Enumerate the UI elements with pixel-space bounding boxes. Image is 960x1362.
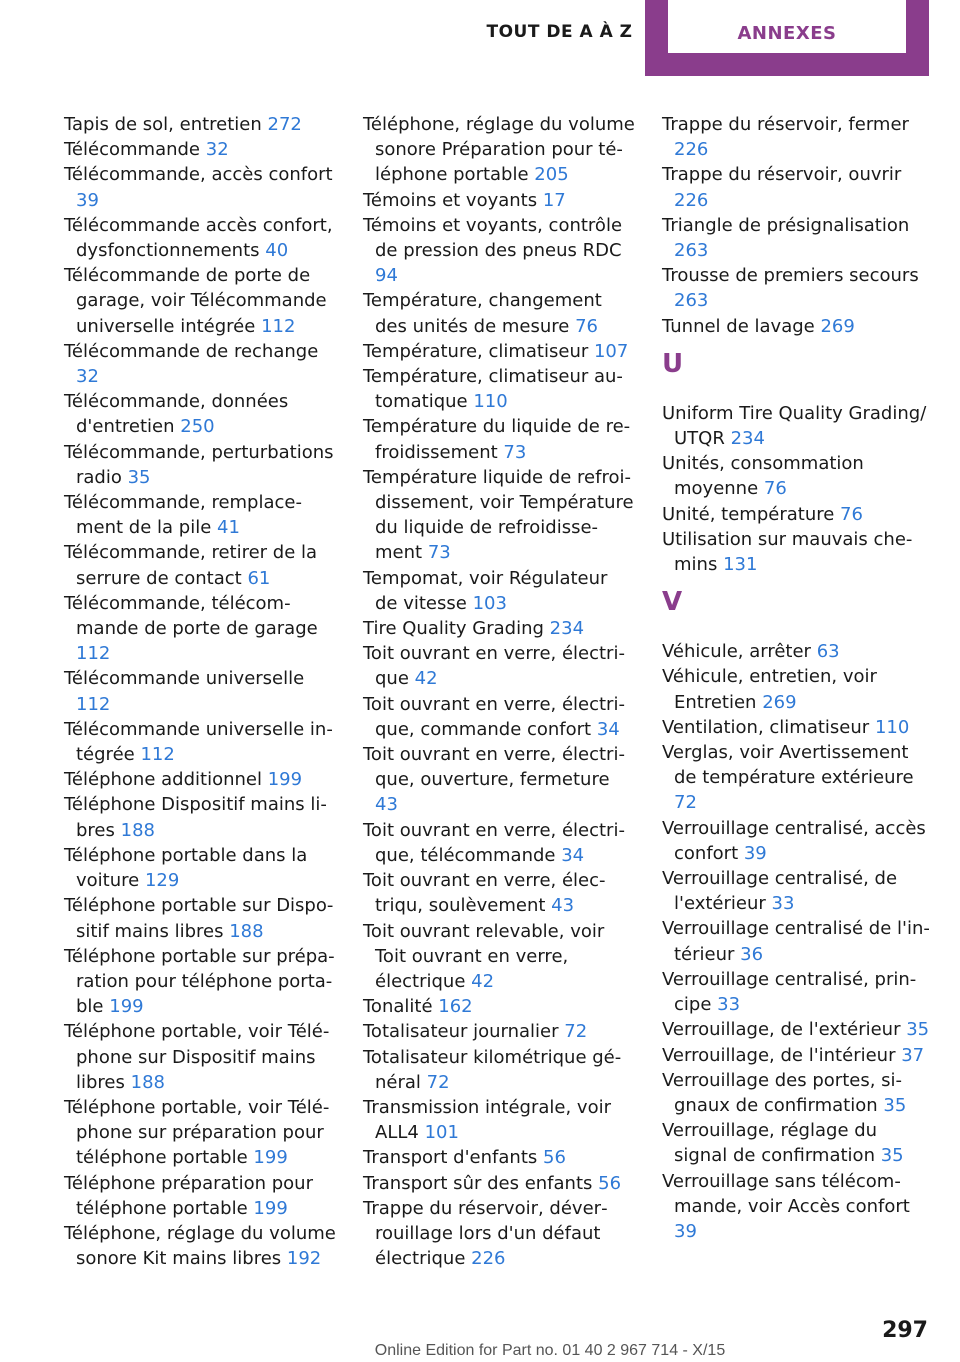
index-page-link[interactable]: 35	[906, 1019, 930, 1041]
index-entry-text: Toit ouvrant en verre, électrique, ouverture, fermeture	[363, 744, 625, 791]
index-entry-text: Téléphone, réglage du volume sonore Préparation pour téléphone portable	[363, 114, 635, 186]
index-entry	[363, 339, 635, 364]
index-entry	[64, 591, 336, 667]
index-entry	[64, 1019, 336, 1095]
index-page-link[interactable]: 199	[267, 769, 303, 791]
index-entry-text: Témoins et voyants	[363, 189, 538, 211]
index-page-link[interactable]: 33	[771, 893, 795, 915]
index-entry	[662, 740, 934, 816]
index-page-link[interactable]: 110	[473, 391, 508, 413]
index-entry-text: Télécommande, retirer de la serrure de contact	[64, 542, 318, 589]
index-entry	[363, 1171, 635, 1196]
index-entry-text: Télécommande de rechange	[64, 340, 319, 362]
index-entry	[662, 916, 934, 966]
index-entry-text: Trappe du réservoir, ouvrir	[662, 164, 902, 186]
index-page-link[interactable]: 63	[816, 641, 840, 663]
index-entry	[64, 767, 336, 792]
index-entry-text: Transport d'enfants	[363, 1147, 538, 1169]
index-entry	[363, 868, 635, 918]
index-page-link[interactable]: 131	[723, 554, 758, 576]
index-entry-text: Téléphone portable sur préparation pour téléphone portable	[64, 945, 335, 1018]
index-entry	[363, 364, 635, 414]
index-page-link[interactable]: 32	[76, 366, 99, 388]
index-page-link[interactable]: 199	[109, 996, 144, 1018]
index-page-link[interactable]: 112	[140, 744, 175, 766]
index-entry	[662, 1068, 934, 1118]
index-entry-text: Verrouillage centralisé, accès confort	[662, 817, 926, 864]
index-entry-text: Transport sûr des enfants	[363, 1172, 593, 1194]
index-page-link[interactable]: 112	[261, 315, 296, 337]
index-page-link[interactable]: 110	[874, 716, 910, 738]
index-entry	[64, 490, 336, 540]
index-page-link[interactable]: 35	[883, 1094, 907, 1116]
index-entry-text: Téléphone portable, voir Téléphone sur préparation pour téléphone portable	[64, 1096, 330, 1169]
index-page-link[interactable]: 250	[180, 416, 215, 438]
index-entry	[363, 112, 635, 188]
index-page-link[interactable]: 94	[375, 265, 398, 287]
index-entry-text: Téléphone portable dans la voiture	[64, 844, 308, 892]
chapter-tab-label: ANNEXES	[668, 0, 906, 53]
index-entry	[363, 213, 635, 289]
index-entry	[64, 1171, 336, 1221]
index-page-link[interactable]: 112	[76, 693, 111, 715]
index-page-link[interactable]: 35	[880, 1145, 904, 1167]
index-entry	[662, 1118, 934, 1168]
index-page-link[interactable]: 32	[205, 139, 229, 161]
index-entry-text: Télécommande universelle intégrée	[64, 718, 333, 766]
index-page-link[interactable]: 72	[426, 1071, 450, 1093]
index-column-3	[662, 112, 934, 1244]
index-entry	[64, 162, 336, 212]
index-entry-text: Télécommande de porte de garage, voir Télécommande universelle intégrée	[64, 265, 327, 337]
index-entry	[363, 288, 635, 338]
index-entry-text: Télécommande universelle	[64, 668, 305, 690]
index-entry	[64, 1095, 336, 1171]
index-column-2	[363, 112, 635, 1271]
index-entry-text: Trappe du réservoir, fermer	[662, 114, 909, 135]
index-entry	[363, 919, 635, 995]
index-page-link[interactable]: 76	[575, 315, 598, 337]
index-page-link[interactable]: 269	[762, 691, 797, 713]
index-entry	[363, 994, 635, 1019]
index-entry-text: Tempomat, voir Régulateur de vitesse	[363, 567, 608, 614]
index-entry-text: Unités, consommation moyenne	[662, 453, 864, 500]
index-entry-text: Unité, température	[662, 503, 835, 525]
index-entry	[363, 1196, 635, 1272]
index-entry-text: Véhicule, arrêter	[662, 641, 811, 663]
index-page-link[interactable]: 43	[375, 794, 398, 816]
index-entry-text: Toit ouvrant en verre, électriqu, soulèvement	[363, 870, 606, 917]
index-entry	[662, 502, 934, 527]
index-entry	[64, 112, 336, 137]
index-entry-text: Télécommande, perturbations radio	[64, 441, 334, 488]
index-entry	[363, 1045, 635, 1095]
index-page-link[interactable]: 112	[76, 643, 111, 665]
index-letter-heading: V	[662, 587, 683, 618]
index-column-1	[64, 112, 336, 1271]
index-entry-text: Témoins et voyants, contrôle de pression des pneus RDC	[363, 214, 623, 262]
index-page-link[interactable]: 17	[542, 189, 566, 211]
index-page-link[interactable]: 72	[564, 1021, 588, 1043]
index-entry	[662, 664, 934, 714]
index-entry	[363, 742, 635, 818]
index-page-link[interactable]: 76	[763, 478, 787, 500]
index-entry-text: Ventilation, climatiseur	[662, 716, 870, 738]
index-page-link[interactable]: 42	[471, 970, 495, 992]
index-entry	[64, 792, 336, 842]
index-entry	[64, 389, 336, 439]
index-page-link[interactable]: 42	[414, 668, 438, 690]
index-entry	[363, 692, 635, 742]
index-entry	[662, 162, 934, 212]
index-entry-text: Verrouillage, de l'extérieur	[662, 1019, 901, 1041]
index-page-link[interactable]: 41	[217, 517, 240, 539]
index-entry-text: Téléphone Dispositif mains libres	[64, 794, 327, 841]
index-page-link[interactable]: 39	[76, 189, 99, 211]
index-entry	[363, 414, 635, 464]
index-entry	[363, 188, 635, 213]
index-entry-text: Véhicule, entretien, voir Entretien	[662, 666, 877, 713]
index-entry-text: Verrouillage, réglage du signal de confirmation	[662, 1120, 878, 1167]
index-page-link[interactable]: 39	[743, 842, 767, 864]
index-page-link[interactable]: 34	[596, 718, 620, 740]
index-page-link[interactable]: 40	[265, 240, 289, 262]
chapter-tab[interactable]	[645, 0, 929, 76]
index-entry-text: Totalisateur journalier	[363, 1021, 559, 1043]
index-page-link[interactable]: 73	[503, 441, 527, 463]
index-entry	[363, 465, 635, 566]
index-entry	[662, 401, 934, 451]
index-entry	[662, 639, 934, 664]
index-entry	[64, 893, 336, 943]
index-page-link[interactable]: 107	[593, 340, 629, 362]
index-entry-text: Verrouillage centralisé de l'intérieur	[662, 918, 930, 965]
index-entry	[662, 1169, 934, 1245]
index-entry	[363, 818, 635, 868]
index-entry	[64, 843, 336, 893]
index-entry	[662, 112, 934, 162]
index-entry-text: Température du liquide de refroidissement	[363, 416, 631, 463]
index-entry-text: Télécommande, données d'entretien	[64, 391, 289, 438]
index-entry-text: Verrouillage centralisé, principe	[662, 968, 917, 1016]
index-page-link[interactable]: 192	[286, 1248, 322, 1270]
index-entry	[662, 1043, 934, 1068]
index-page-link[interactable]: 199	[253, 1197, 288, 1219]
index-entry	[662, 213, 934, 263]
index-page-link[interactable]: 56	[543, 1147, 566, 1169]
index-entry-text: Téléphone additionnel	[64, 769, 262, 791]
index-entry	[662, 1017, 934, 1042]
index-entry-text: Verrouillage des portes, signaux de confirmation	[662, 1069, 903, 1116]
index-entry	[64, 717, 336, 767]
index-entry	[662, 314, 934, 339]
index-entry	[64, 137, 336, 162]
index-page-link[interactable]: 73	[427, 542, 451, 564]
index-entry-text: Triangle de présignalisation	[662, 214, 910, 236]
index-entry-text: Verrouillage centralisé, de l'extérieur	[662, 868, 898, 915]
index-page-link[interactable]: 263	[674, 240, 709, 262]
index-page-link[interactable]: 39	[674, 1220, 697, 1242]
index-entry-text: Téléphone, réglage du volume sonore Kit mains libres	[64, 1222, 336, 1270]
index-page-link[interactable]: 226	[674, 139, 709, 161]
index-page-link[interactable]: 234	[549, 618, 585, 640]
index-page-link[interactable]: 199	[253, 1147, 288, 1169]
index-entry	[64, 263, 336, 339]
index-entry-text: Télécommande, télécommande de porte de garage	[64, 592, 318, 640]
index-entry-text: Toit ouvrant en verre, électrique, télécommande	[363, 819, 625, 866]
section-title: TOUT DE A À Z	[486, 22, 633, 42]
index-entry-text: Tonalité	[363, 996, 433, 1018]
index-page-link[interactable]: 188	[130, 1071, 165, 1093]
index-entry-text: Température, climatiseur	[363, 340, 589, 362]
index-page-link[interactable]: 263	[674, 290, 709, 312]
index-entry-text: Totalisateur kilométrique général	[363, 1046, 622, 1093]
index-page-link[interactable]: 226	[674, 189, 709, 211]
index-entry-text: Trousse de premiers secours	[662, 265, 919, 287]
index-entry-text: Température, climatiseur automatique	[363, 366, 623, 413]
index-entry	[662, 527, 934, 577]
index-entry	[363, 616, 635, 641]
index-entry	[64, 339, 336, 389]
index-entry-text: Télécommande	[64, 139, 201, 161]
index-entry-text: Télécommande, remplacement de la pile	[64, 492, 302, 539]
index-entry-text: Verrouillage, de l'intérieur	[662, 1044, 896, 1066]
index-page-link[interactable]: 269	[820, 315, 855, 337]
index-page-link[interactable]: 34	[561, 844, 585, 866]
index-entry	[64, 213, 336, 263]
index-entry	[662, 967, 934, 1017]
index-entry-text: Téléphone préparation pour téléphone portable	[64, 1172, 313, 1219]
index-page-link[interactable]: 76	[840, 503, 863, 525]
index-entry-text: Uniform Tire Quality Grading/ UTQR	[662, 402, 927, 450]
index-page-link[interactable]: 226	[471, 1248, 506, 1270]
index-entry-text: Téléphone portable sur Dispositif mains libres	[64, 895, 334, 942]
index-entry	[64, 944, 336, 1020]
index-entry-text: Toit ouvrant relevable, voir Toit ouvrant en verre, électrique	[363, 920, 605, 992]
index-entry	[363, 566, 635, 616]
index-entry-text: Tapis de sol, entretien	[64, 114, 262, 135]
index-entry-text: Verrouillage sans télécommande, voir Accès confort	[662, 1170, 910, 1217]
index-entry-text: Télécommande accès confort, dysfonctionnements	[64, 214, 333, 262]
index-page-link[interactable]: 188	[120, 819, 155, 841]
index-page-link[interactable]: 272	[267, 114, 302, 135]
index-entry-text: Tunnel de lavage	[662, 315, 815, 337]
index-entry	[64, 666, 336, 716]
index-entry	[662, 866, 934, 916]
index-entry-text: Température liquide de refroidissement, voir Température du liquide de refroidissement	[363, 466, 634, 564]
index-page-link[interactable]: 234	[730, 428, 765, 450]
index-page-link[interactable]: 56	[598, 1172, 622, 1194]
index-entry	[363, 1095, 635, 1145]
index-page-link[interactable]: 72	[674, 792, 697, 814]
index-entry	[363, 641, 635, 691]
index-page-link[interactable]: 43	[551, 895, 575, 917]
index-entry-text: Verglas, voir Avertissement de température extérieure	[662, 742, 914, 789]
index-entry	[662, 715, 934, 740]
index-page-link[interactable]: 205	[534, 164, 569, 186]
index-letter-heading: U	[662, 348, 684, 379]
index-page-link[interactable]: 162	[438, 996, 473, 1018]
index-entry-text: Transmission intégrale, voir ALL4	[363, 1096, 611, 1144]
index-entry	[363, 1145, 635, 1170]
index-entry-text: Télécommande, accès confort	[64, 164, 333, 186]
index-page-link[interactable]: 61	[247, 567, 271, 589]
index-entry	[363, 1019, 635, 1044]
index-page-link[interactable]: 129	[144, 870, 180, 892]
index-page-link[interactable]: 188	[229, 920, 264, 942]
index-entry-text: Toit ouvrant en verre, électrique	[363, 643, 625, 690]
index-page-link[interactable]: 37	[901, 1044, 925, 1066]
index-page-link[interactable]: 36	[740, 943, 764, 965]
index-entry	[662, 263, 934, 313]
index-entry	[64, 440, 336, 490]
index-entry-text: Utilisation sur mauvais chemins	[662, 528, 913, 576]
footer-edition-note: Online Edition for Part no. 01 40 2 967 714 - X/15	[374, 1342, 726, 1359]
index-page-link[interactable]: 103	[472, 592, 507, 614]
index-page-link[interactable]: 33	[717, 994, 741, 1016]
index-entry-text: Température, changement des unités de mesure	[363, 290, 602, 337]
index-entry-text: Téléphone portable, voir Téléphone sur Dispositif mains libres	[64, 1021, 330, 1093]
page-number: 297	[882, 1318, 928, 1343]
index-entry-text: Tire Quality Grading	[363, 618, 544, 640]
index-page-link[interactable]: 35	[127, 466, 151, 488]
index-entry	[662, 816, 934, 866]
index-entry-text: Trappe du réservoir, déverrouillage lors d'un défaut électrique	[363, 1197, 608, 1270]
index-entry	[662, 451, 934, 501]
index-entry	[64, 540, 336, 590]
index-entry	[64, 1221, 336, 1271]
index-entry-text: Toit ouvrant en verre, électrique, commande confort	[363, 693, 625, 740]
index-page-link[interactable]: 101	[424, 1122, 459, 1144]
